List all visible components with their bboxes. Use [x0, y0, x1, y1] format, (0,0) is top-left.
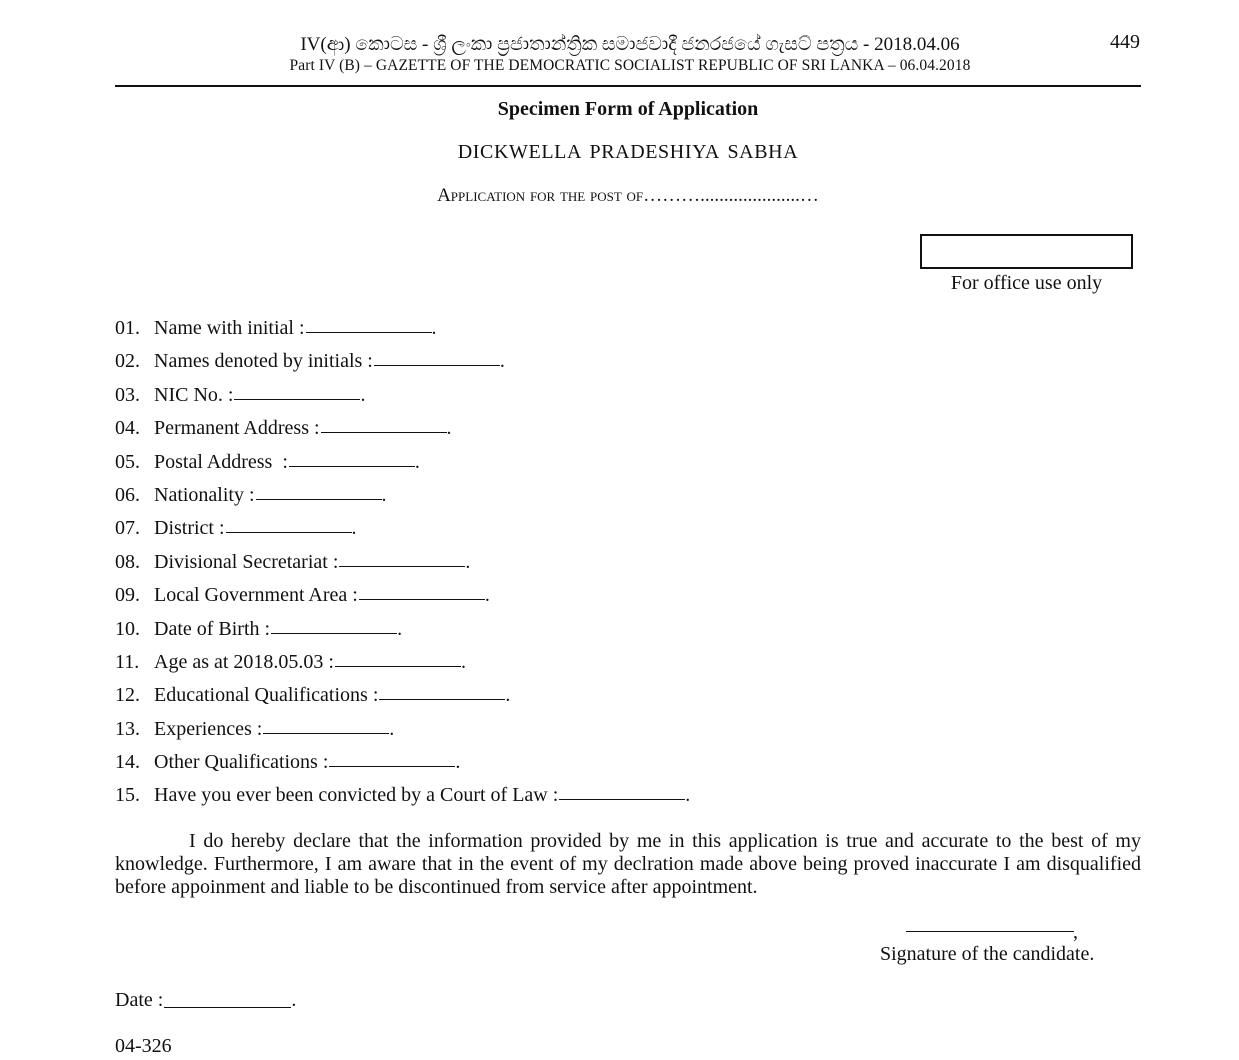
field-label: Local Government Area :	[154, 584, 358, 607]
field-label: Have you ever been convicted by a Court of Law :	[154, 784, 559, 807]
form-field-row	[115, 448, 1141, 481]
application-fields	[115, 314, 1141, 815]
field-number: 13.	[115, 717, 140, 740]
field-terminator: .	[414, 450, 420, 473]
office-use-box	[920, 234, 1133, 269]
field-label: Permanent Address :	[154, 417, 320, 440]
date-field-row	[115, 989, 296, 1012]
form-field-row	[115, 381, 1141, 414]
form-field-row	[115, 347, 1141, 380]
field-terminator: .	[505, 684, 511, 707]
application-post-line: Application for the post of……….....................…	[437, 185, 819, 206]
field-terminator: .	[431, 317, 437, 339]
field-number: 14.	[115, 751, 140, 774]
field-blank-line	[226, 514, 352, 533]
field-label: Age as at 2018.05.03 :	[154, 650, 334, 673]
date-label: Date :	[115, 989, 164, 1011]
field-number: 03.	[115, 383, 140, 406]
form-field-row	[115, 314, 1141, 347]
field-blank-line	[379, 681, 505, 700]
field-blank-line	[335, 648, 461, 667]
field-label: Name with initial :	[154, 317, 305, 339]
field-number: 06.	[115, 483, 140, 506]
field-number: 02.	[115, 350, 140, 373]
form-field-row	[115, 681, 1141, 714]
field-blank-line	[271, 615, 397, 634]
field-terminator: .	[460, 650, 466, 673]
form-field-row	[115, 615, 1141, 648]
field-label: Postal Address :	[154, 450, 288, 473]
field-number: 08.	[115, 550, 140, 573]
field-label: Divisional Secretariat :	[154, 550, 339, 573]
gazette-header-sinhala: IV(ආ) කොටස - ශ්‍රී ලංකා ප්‍රජාතාන්ත්‍රික සමාජවාදී ජනරජයේ ගැසට් පත්‍රය - 2018.04.06	[300, 34, 960, 55]
field-terminator: .	[389, 717, 395, 740]
field-terminator: .	[685, 784, 691, 807]
field-number: 05.	[115, 450, 140, 473]
field-number: 04.	[115, 417, 140, 440]
field-terminator: .	[499, 350, 505, 373]
field-label: Educational Qualifications :	[154, 684, 379, 707]
date-terminator: .	[291, 989, 297, 1011]
gazette-header-english: Part IV (B) – GAZETTE OF THE DEMOCRATIC SOCIALIST REPUBLIC OF SRI LANKA – 06.04.2018	[289, 57, 971, 74]
field-terminator: .	[381, 483, 387, 506]
form-field-row	[115, 548, 1141, 581]
signature-caption: Signature of the candidate.	[880, 943, 1095, 965]
field-terminator: .	[351, 517, 357, 540]
field-number: 09.	[115, 584, 140, 607]
field-blank-line	[263, 715, 389, 734]
form-field-row	[115, 581, 1141, 614]
field-terminator: .	[484, 584, 490, 607]
header-divider	[115, 85, 1141, 87]
field-label: Nationality :	[154, 483, 255, 506]
field-terminator: .	[446, 417, 452, 440]
reference-number: 04-326	[115, 1035, 172, 1057]
field-number: 12.	[115, 684, 140, 707]
field-number: 11.	[115, 650, 140, 673]
field-blank-line	[306, 314, 432, 333]
field-blank-line	[234, 381, 360, 400]
field-number: 07.	[115, 517, 140, 540]
field-label: Other Qualifications :	[154, 751, 329, 774]
field-terminator: .	[455, 751, 461, 774]
field-terminator: .	[360, 383, 366, 406]
field-blank-line	[289, 448, 415, 467]
field-label: Date of Birth :	[154, 617, 271, 640]
field-label: Names denoted by initials :	[154, 350, 373, 373]
field-blank-line	[256, 481, 382, 500]
office-use-label: For office use only	[950, 272, 1103, 294]
organization-name: DICKWELLA PRADESHIYA SABHA	[457, 141, 799, 163]
field-number: 01.	[115, 317, 140, 339]
field-terminator: .	[465, 550, 471, 573]
form-field-row	[115, 514, 1141, 547]
field-blank-line	[329, 748, 455, 767]
form-field-row	[115, 481, 1141, 514]
form-title: Specimen Form of Application	[497, 98, 759, 120]
signature-comma: ,	[1073, 921, 1078, 943]
form-field-row	[115, 781, 1141, 814]
field-blank-line	[374, 347, 500, 366]
signature-line	[906, 931, 1074, 932]
field-blank-line	[339, 548, 465, 567]
page-number: 449	[1110, 31, 1140, 53]
declaration-paragraph: I do hereby declare that the information provided by me in this application is true and accurate to the best of my knowledge. Furthermore, I am aware that in the event of my declration made above being proved inaccurate I am disqualified before appoinment and liable to be discontinued from service after appointment.	[115, 830, 1141, 898]
field-number: 15.	[115, 784, 140, 807]
field-label: Experiences :	[154, 717, 263, 740]
form-field-row	[115, 715, 1141, 748]
date-blank-line	[164, 989, 291, 1008]
field-blank-line	[359, 581, 485, 600]
field-number: 10.	[115, 617, 140, 640]
field-label: District :	[154, 517, 225, 540]
field-blank-line	[559, 781, 685, 800]
field-label: NIC No. :	[154, 383, 234, 406]
field-terminator: .	[397, 617, 403, 640]
form-field-row	[115, 648, 1141, 681]
field-blank-line	[321, 414, 447, 433]
form-field-row	[115, 414, 1141, 447]
form-field-row	[115, 748, 1141, 781]
